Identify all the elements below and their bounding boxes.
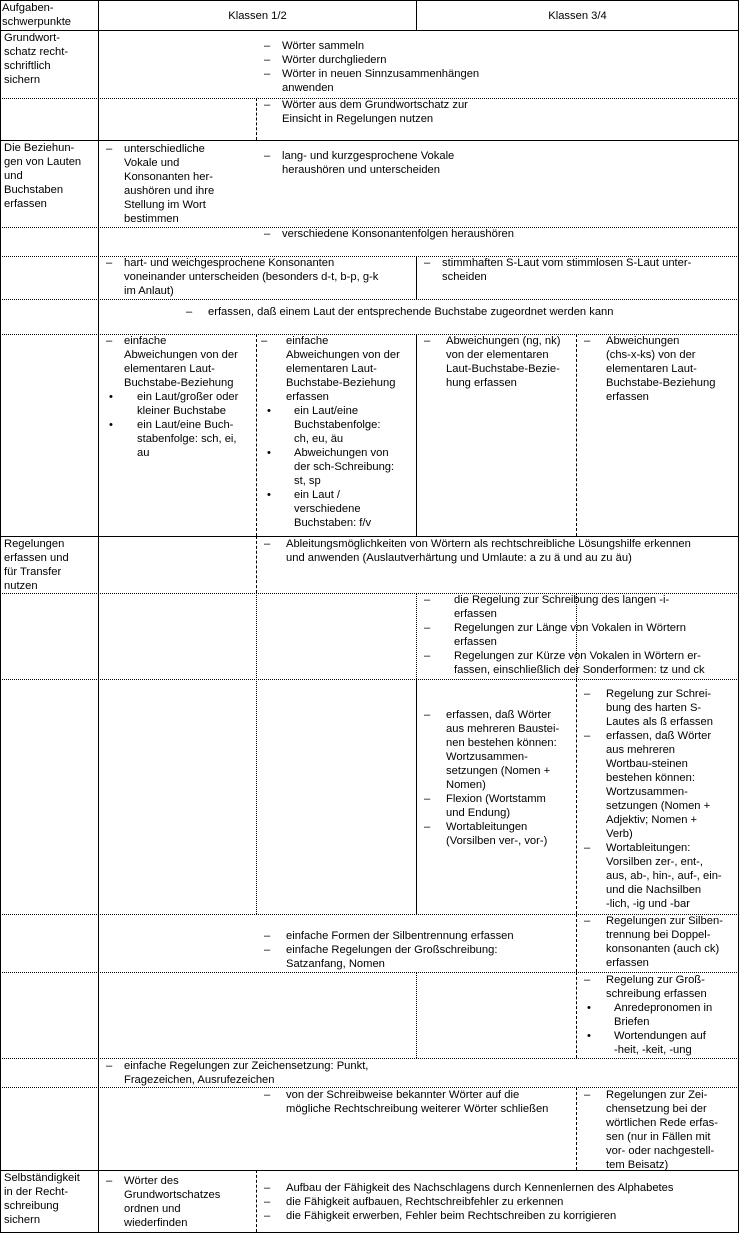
section-laute-buchstaben: Die Beziehun- gen von Lauten und Buchstaben erfassen: [4, 142, 82, 210]
list-item: – Wörter aus dem Grundwortschatz zur Einsicht in Regelungen nutzen: [256, 98, 556, 126]
list-item: • Abweichungen von der sch-Schreibung: st, sp: [256, 446, 416, 488]
list-item: – die Regelung zur Schreibung des langen -i- erfassen: [416, 593, 738, 621]
row-14b-list: [256, 1088, 576, 1116]
list-item: – Regelungen zur Kürze von Vokalen in Wörtern er- fassen, einschließlich der Sonderformen: tz und ck: [416, 649, 738, 677]
list-item: – Abweichungen (chs-x-ks) von der elementaren Laut- Buchstabe-Beziehung erfassen: [576, 334, 738, 404]
list-item: • ein Laut/eine Buch- stabenfolge: sch, ei, au: [98, 418, 256, 460]
row-12d: [576, 973, 738, 1057]
list-item: – Regelung zur Groß- schreibung erfassen: [576, 973, 738, 1001]
list-item: – Regelungen zur Zei- chensetzung bei der wörtlichen Rede erfas- sen (nur in Fällen mit vor- oder nachgestell- tem Beisatz): [576, 1088, 738, 1172]
row-5a-list: [98, 256, 416, 298]
list-item: – Wörter sammeln: [256, 39, 556, 53]
row-3b-list: [256, 149, 556, 177]
list-item: – Wörter durchgliedern: [256, 53, 556, 67]
row-1-list: [256, 39, 556, 95]
list-item: – unterschiedliche Vokale und Konsonanten her- aushören und ihre Stellung im Wort bestimmen: [98, 142, 256, 226]
list-item: – die Fähigkeit erwerben, Fehler beim Rechtschreiben zu korrigieren: [256, 1209, 738, 1223]
row-10c-list: [416, 708, 576, 848]
row-7c-list: [416, 334, 576, 390]
list-item: – Abweichungen (ng, nk) von der elementaren Laut-Buchstabe-Bezie- hung erfassen: [416, 334, 576, 390]
list-item: – erfassen, daß Wörter aus mehreren Wortbau-steinen bestehen können: Wortzusammen- setzungen (Nomen + Adjektiv; Nomen + Verb): [576, 729, 738, 841]
list-item: – Ableitungsmöglichkeiten von Wörtern als rechtschreibliche Lösungshilfe erkennen und anwenden (Auslautverhärtung und Umlaute: a zu ä und au zu äu): [256, 537, 738, 565]
section-regelungen: Regelungen erfassen und für Transfer nutzen: [4, 538, 69, 592]
list-item: – einfache Abweichungen von der elementaren Laut- Buchstabe-Beziehung: [98, 334, 256, 390]
list-item: – Wortableitungen: Vorsilben zer-, ent-, aus, ab-, hin-, auf-, ein- und die Nachsilben -lich, -ig und -bar: [576, 841, 738, 911]
list-item: – Wörter in neuen Sinnzusammenhängen anwenden: [256, 67, 556, 95]
list-item: – einfache Formen der Silbentrennung erfassen: [256, 929, 576, 943]
list-item: • Anredepronomen in Briefen: [576, 1001, 738, 1029]
list-item: – Regelungen zur Silben- trennung bei Doppel- konsonanten (auch ck) erfassen: [576, 914, 738, 970]
list-item: • ein Laut/eine Buchstabenfolge: ch, eu, äu: [256, 404, 416, 446]
list-item: – erfassen, daß Wörter aus mehreren Baustei- nen bestehen können: Wortzusammen- setzungen (Nomen + Nomen): [416, 708, 576, 792]
list-item: – einfache Abweichungen von der elementaren Laut- Buchstabe-Beziehung erfassen: [256, 334, 416, 404]
row-13-list: [98, 1059, 498, 1087]
row-15b-list: [256, 1181, 738, 1223]
row-15a-list: [98, 1174, 256, 1230]
row-9-list: [416, 593, 738, 677]
header-col1: Klassen 1/2: [228, 10, 287, 22]
list-item: – stimmhaften S-Laut vom stimmlosen S-Laut unter- scheiden: [416, 256, 738, 284]
row-6-text: – erfassen, daß einem Laut der entsprechende Buchstabe zugeordnet werden kann: [98, 305, 738, 319]
section-grundwortschatz: Grundwort- schatz recht- schriftlich sichern: [4, 32, 69, 86]
section-selbstaendigkeit: Selbständigkeit in der Recht- schreibung sichern: [4, 1172, 80, 1226]
list-item: – einfache Regelungen der Großschreibung: Satzanfang, Nomen: [256, 943, 576, 971]
row-11b-list: [256, 929, 576, 971]
row-7b: [256, 334, 416, 530]
row-14d-list: [576, 1088, 738, 1172]
list-item: – Flexion (Wortstamm und Endung): [416, 792, 576, 820]
row-3a-list: [98, 142, 256, 226]
list-item: – von der Schreibweise bekannter Wörter auf die mögliche Rechtschreibung weiterer Wörter schließen: [256, 1088, 576, 1116]
row-6-label: erfassen, daß einem Laut der entsprechende Buchstabe zugeordnet werden kann: [208, 306, 614, 318]
row-10d-list: [576, 687, 738, 911]
row-7d-list: [576, 334, 738, 404]
row-11d-list: [576, 914, 738, 970]
row-2-list: [256, 98, 556, 126]
row-4-list: [256, 227, 656, 241]
list-item: • Wortendungen auf -heit, -keit, -ung: [576, 1029, 738, 1057]
list-item: – Wortableitungen (Vorsilben ver-, vor-): [416, 820, 576, 848]
row-5b-list: [416, 256, 738, 284]
list-item: – die Fähigkeit aufbauen, Rechtschreibfehler zu erkennen: [256, 1195, 738, 1209]
list-item: – Wörter des Grundwortschatzes ordnen und wiederfinden: [98, 1174, 256, 1230]
list-item: – Regelungen zur Länge von Vokalen in Wörtern erfassen: [416, 621, 738, 649]
list-item: – Regelung zur Schrei- bung des harten S- Lautes als ß erfassen: [576, 687, 738, 729]
list-item: – hart- und weichgesprochene Konsonanten voneinander unterscheiden (besonders d-t, b-p, g-k im Anlaut): [98, 256, 416, 298]
list-item: – verschiedene Konsonantenfolgen heraushören: [256, 227, 656, 241]
row-7a: [98, 334, 256, 460]
list-item: – Aufbau der Fähigkeit des Nachschlagens durch Kennenlernen des Alphabetes: [256, 1181, 738, 1195]
header-col0: Aufgaben- schwerpunkte: [2, 2, 72, 28]
list-item: • ein Laut / verschiedene Buchstaben: f/v: [256, 488, 416, 530]
list-item: • ein Laut/großer oder kleiner Buchstabe: [98, 390, 256, 418]
row-8-list: [256, 537, 738, 565]
header-col2: Klassen 3/4: [548, 10, 607, 22]
list-item: – einfache Regelungen zur Zeichensetzung: Punkt, Fragezeichen, Ausrufezeichen: [98, 1059, 498, 1087]
list-item: – lang- und kurzgesprochene Vokale heraushören und unterscheiden: [256, 149, 556, 177]
